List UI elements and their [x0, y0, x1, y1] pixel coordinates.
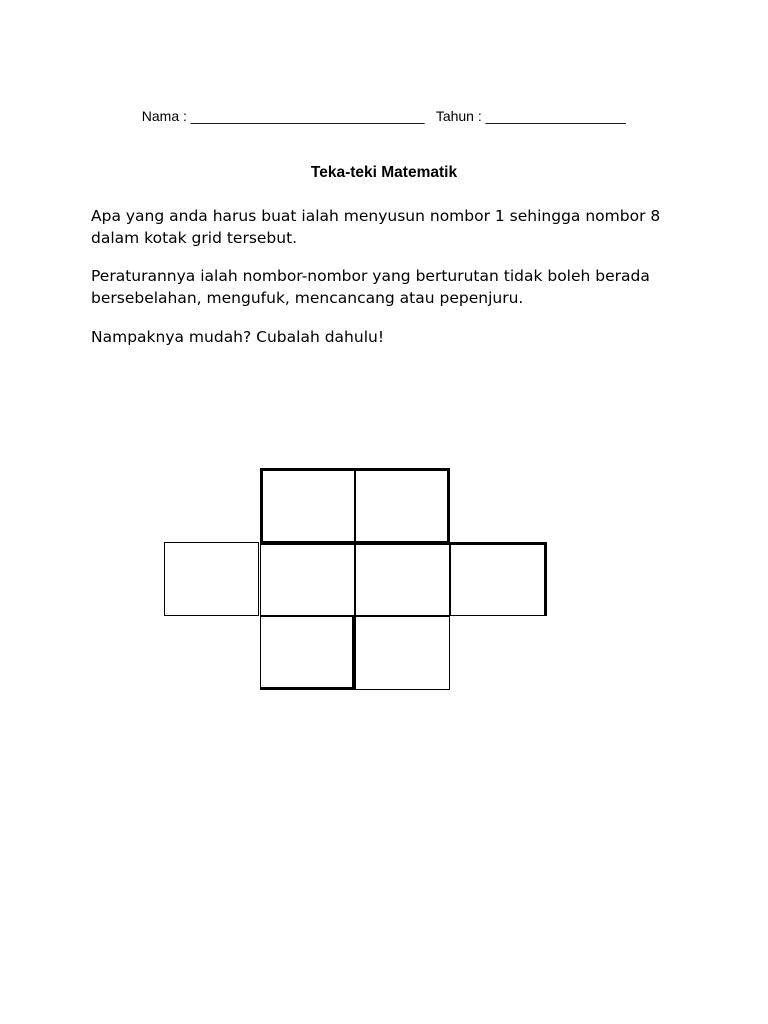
grid-cell-8[interactable] — [355, 616, 450, 690]
name-field[interactable]: Nama : ______________________________ — [141, 108, 425, 124]
grid-cell-5[interactable] — [355, 542, 450, 616]
grid-cell-6[interactable] — [450, 542, 547, 616]
grid-cell-4[interactable] — [260, 542, 355, 616]
worksheet-title: Teka-teki Matematik — [310, 164, 458, 181]
instruction-paragraph: Apa yang anda harus buat ialah menyusun nombor 1 sehingga nombor 8 dalam kotak grid tersebut. — [91, 207, 661, 247]
grid-cell-3[interactable] — [164, 542, 259, 616]
grid-cell-2[interactable] — [355, 468, 450, 542]
rule-paragraph: Peraturannya ialah nombor-nombor yang berturutan tidak boleh berada bersebelahan, mengufuk, mencancang atau pepenjuru. — [91, 267, 650, 307]
encouragement-paragraph: Nampaknya mudah? Cubalah dahulu! — [91, 328, 385, 346]
grid-cell-1[interactable] — [260, 468, 355, 542]
grid-cell-7[interactable] — [260, 616, 355, 690]
year-field[interactable]: Tahun : __________________ — [435, 108, 626, 124]
student-info-line — [134, 92, 626, 124]
